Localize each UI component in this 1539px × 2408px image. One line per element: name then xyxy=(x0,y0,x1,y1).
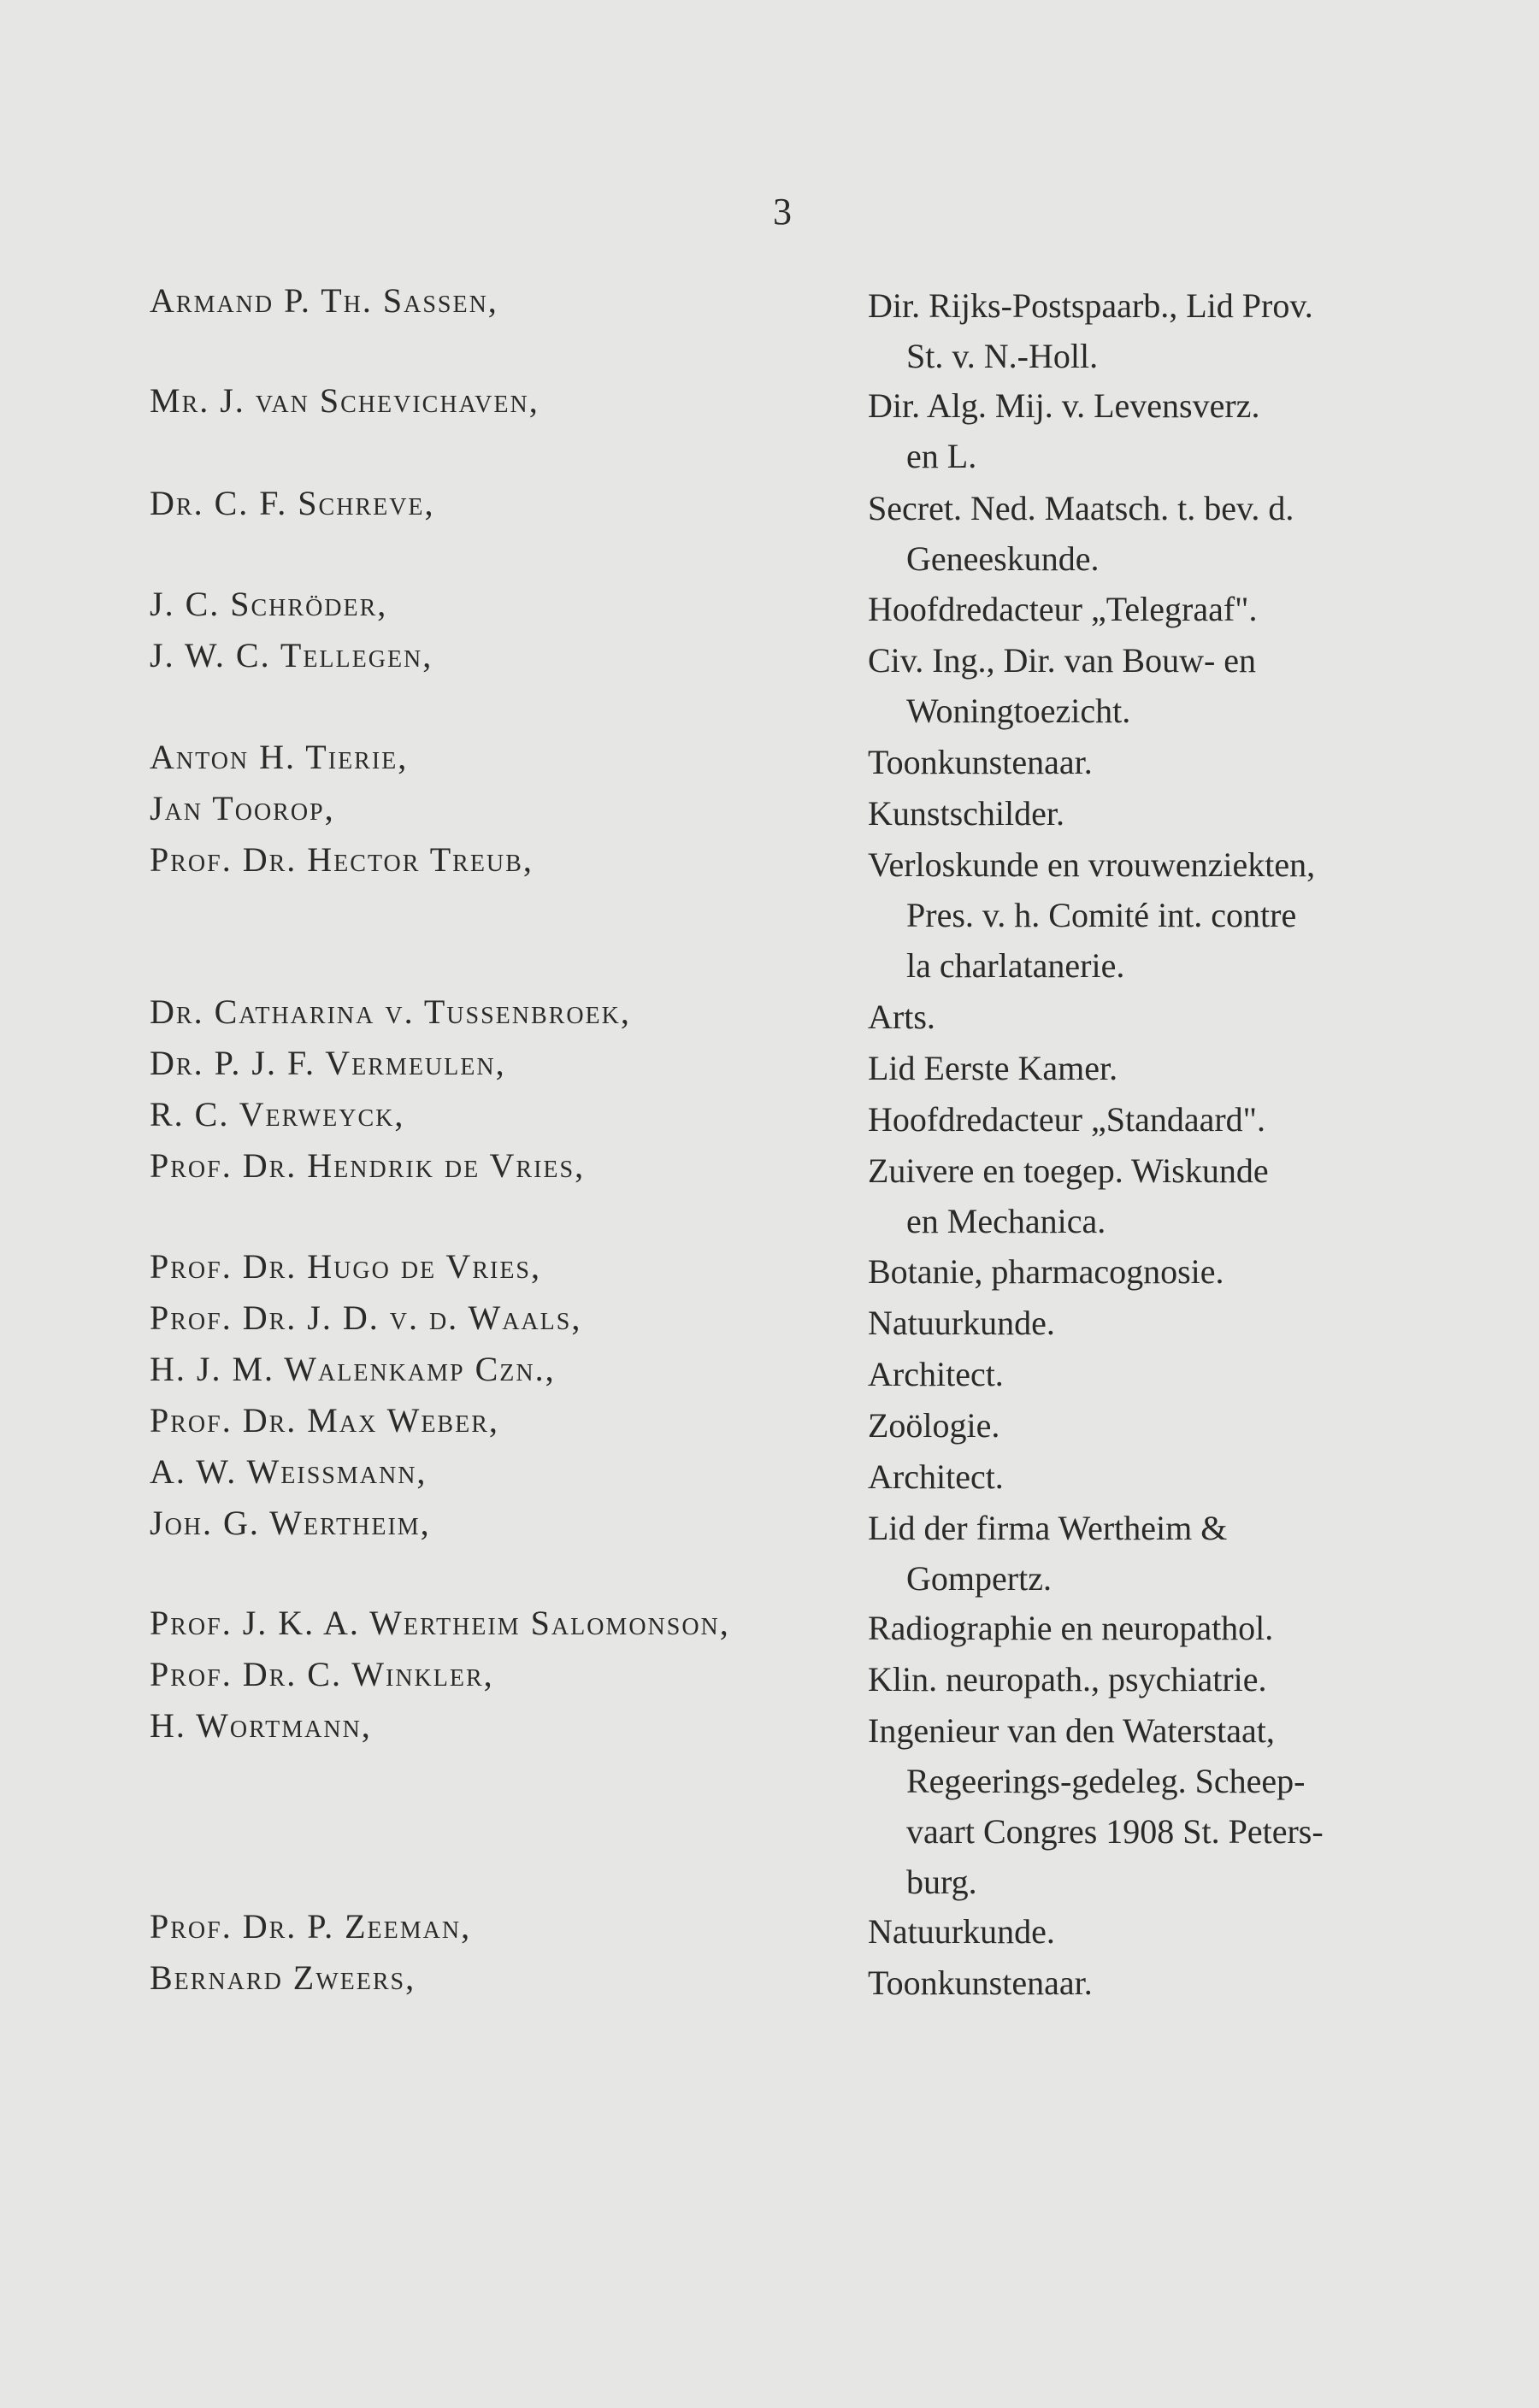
member-entry xyxy=(0,1705,1539,1901)
description-line: Geneeskunde. xyxy=(906,539,1100,578)
description-line: Regeerings-gedeleg. Scheep- xyxy=(906,1762,1306,1800)
member-description xyxy=(868,483,1381,584)
member-description xyxy=(868,1400,1381,1451)
description-line: Architect. xyxy=(868,1457,1004,1496)
member-name: Prof. Dr. Hugo de Vries, xyxy=(150,1247,541,1286)
member-entry xyxy=(0,1451,1539,1503)
member-name: J. W. C. Tellegen, xyxy=(150,636,433,674)
member-entry xyxy=(0,483,1539,578)
member-description xyxy=(868,1145,1381,1246)
member-entry xyxy=(0,1958,1539,2009)
description-line: Klin. neuropath., psychiatrie. xyxy=(868,1660,1267,1699)
description-line: Civ. Ing., Dir. van Bouw- en xyxy=(868,641,1257,680)
member-name: Armand P. Th. Sassen, xyxy=(150,281,498,320)
member-entry xyxy=(0,839,1539,985)
description-line: Lid Eerste Kamer. xyxy=(868,1049,1118,1087)
member-entry xyxy=(0,1349,1539,1400)
description-line: Dir. Rijks-Postspaarb., Lid Prov. xyxy=(868,286,1313,325)
member-description xyxy=(868,1503,1381,1604)
member-name: Prof. Dr. Max Weber, xyxy=(150,1401,499,1440)
member-description xyxy=(868,1654,1381,1704)
description-line: Gompertz. xyxy=(906,1559,1052,1598)
description-line: Arts. xyxy=(868,998,935,1036)
member-name: Prof. Dr. Hendrik de Vries, xyxy=(150,1146,586,1185)
description-line: Woningtoezicht. xyxy=(906,692,1131,730)
member-description xyxy=(868,737,1381,787)
member-entry xyxy=(0,992,1539,1043)
member-name: Prof. Dr. J. D. v. d. Waals, xyxy=(150,1298,582,1337)
description-line: Hoofdredacteur „Standaard". xyxy=(868,1100,1265,1139)
member-description xyxy=(868,380,1381,481)
member-name: Bernard Zweers, xyxy=(150,1958,416,1997)
member-description xyxy=(868,1349,1381,1399)
member-entry xyxy=(0,1145,1539,1240)
description-line: Hoofdredacteur „Telegraaf". xyxy=(868,590,1258,628)
description-line: Verloskunde en vrouwenziekten, xyxy=(868,845,1316,884)
member-name: Mr. J. van Schevichaven, xyxy=(150,381,540,420)
member-description xyxy=(868,280,1381,381)
member-name: Prof. Dr. C. Winkler, xyxy=(150,1655,494,1693)
description-line: burg. xyxy=(906,1863,977,1901)
description-line: St. v. N.-Holl. xyxy=(906,337,1099,375)
description-line: Pres. v. h. Comité int. contre xyxy=(906,896,1297,934)
member-name: H. J. M. Walenkamp Czn., xyxy=(150,1350,556,1388)
member-entry xyxy=(0,635,1539,730)
description-line: Kunstschilder. xyxy=(868,794,1064,833)
description-line: la charlatanerie. xyxy=(906,946,1125,985)
page-number: 3 xyxy=(773,191,792,233)
member-entry xyxy=(0,788,1539,839)
description-line: Natuurkunde. xyxy=(868,1304,1055,1342)
member-entry xyxy=(0,1654,1539,1705)
member-entry xyxy=(0,280,1539,375)
member-entry xyxy=(0,1603,1539,1654)
member-entry xyxy=(0,1298,1539,1349)
member-description xyxy=(868,584,1381,634)
description-line: Ingenieur van den Waterstaat, xyxy=(868,1711,1275,1750)
description-line: Dir. Alg. Mij. v. Levensverz. xyxy=(868,386,1260,425)
member-entry xyxy=(0,1094,1539,1145)
member-description xyxy=(868,635,1381,736)
description-line: Lid der firma Wertheim & xyxy=(868,1509,1228,1547)
member-description xyxy=(868,1906,1381,1957)
member-description xyxy=(868,1094,1381,1145)
member-entry xyxy=(0,737,1539,788)
description-line: Toonkunstenaar. xyxy=(868,743,1093,781)
member-name: Dr. P. J. F. Vermeulen, xyxy=(150,1044,506,1082)
member-name: Prof. J. K. A. Wertheim Salomonson, xyxy=(150,1604,730,1642)
member-name: Joh. G. Wertheim, xyxy=(150,1504,431,1542)
member-description xyxy=(868,1603,1381,1653)
member-entry xyxy=(0,1043,1539,1094)
member-entry xyxy=(0,1906,1539,1958)
member-description xyxy=(868,1298,1381,1348)
description-line: Architect. xyxy=(868,1355,1004,1393)
member-description xyxy=(868,992,1381,1042)
member-name: Prof. Dr. Hector Treub, xyxy=(150,840,534,879)
member-description xyxy=(868,788,1381,839)
description-line: en L. xyxy=(906,437,977,475)
member-name: A. W. Weissmann, xyxy=(150,1452,428,1491)
description-line: Radiographie en neuropathol. xyxy=(868,1609,1274,1647)
description-line: Zuivere en toegep. Wiskunde xyxy=(868,1151,1269,1190)
member-description xyxy=(868,839,1381,991)
member-name: Dr. C. F. Schreve, xyxy=(150,484,435,522)
member-description xyxy=(868,1043,1381,1093)
member-entry xyxy=(0,584,1539,635)
description-line: vaart Congres 1908 St. Peters- xyxy=(906,1812,1324,1851)
description-line: en Mechanica. xyxy=(906,1202,1106,1240)
member-description xyxy=(868,1958,1381,2008)
member-name: Dr. Catharina v. Tussenbroek, xyxy=(150,992,631,1031)
member-name: R. C. Verweyck, xyxy=(150,1095,405,1133)
member-name: Jan Toorop, xyxy=(150,789,335,827)
description-line: Botanie, pharmacognosie. xyxy=(868,1252,1224,1291)
member-name: H. Wortmann, xyxy=(150,1706,372,1745)
member-entry xyxy=(0,380,1539,475)
member-entry xyxy=(0,1400,1539,1451)
description-line: Secret. Ned. Maatsch. t. bev. d. xyxy=(868,489,1294,527)
member-entry xyxy=(0,1246,1539,1298)
description-line: Toonkunstenaar. xyxy=(868,1963,1093,2002)
member-entry xyxy=(0,1503,1539,1598)
member-description xyxy=(868,1705,1381,1907)
description-line: Zoölogie. xyxy=(868,1406,1000,1445)
member-description xyxy=(868,1246,1381,1297)
description-line: Natuurkunde. xyxy=(868,1912,1055,1951)
member-name: Anton H. Tierie, xyxy=(150,738,409,776)
member-name: Prof. Dr. P. Zeeman, xyxy=(150,1907,472,1946)
member-description xyxy=(868,1451,1381,1502)
member-name: J. C. Schröder, xyxy=(150,585,388,623)
